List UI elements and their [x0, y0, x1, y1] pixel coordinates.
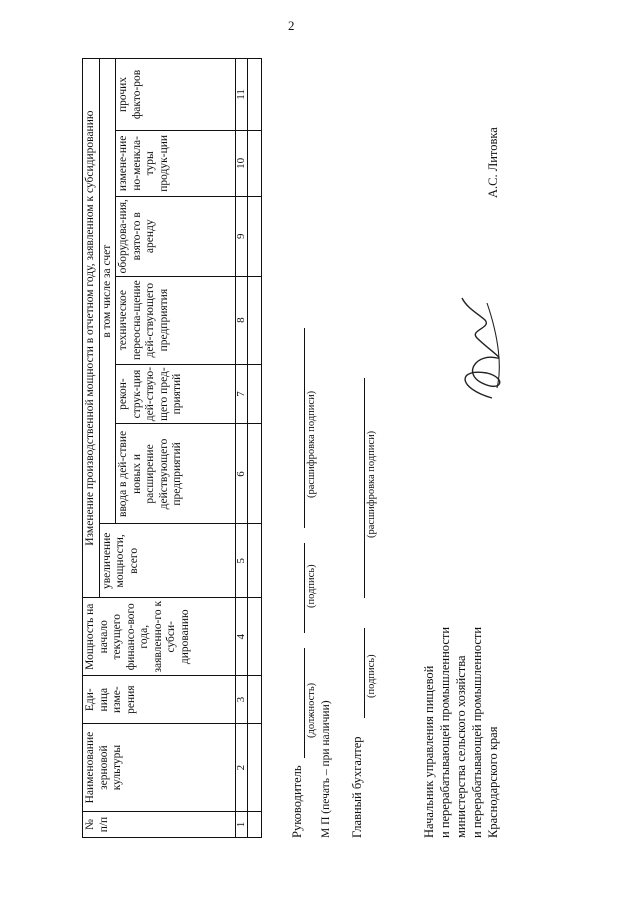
empty-cell	[248, 130, 262, 196]
accountant-decode-caption: (расшифровка подписи)	[366, 430, 377, 538]
empty-cell	[248, 364, 262, 424]
col-number: 5	[236, 524, 248, 598]
col-number: 11	[236, 59, 248, 131]
col-number: 7	[236, 364, 248, 424]
header-col-8: техническое переосна-щение дей-ствующего предприятия	[116, 276, 236, 364]
header-including: в том числе за счет	[99, 59, 116, 524]
empty-cell	[248, 524, 262, 598]
sign-line	[304, 543, 305, 633]
empty-cell	[248, 724, 262, 812]
col-number: 4	[236, 598, 248, 676]
col-number: 8	[236, 276, 248, 364]
footer-line-2: и перерабатывающей промышленности	[438, 626, 452, 838]
header-col-11: прочих факто-ров	[116, 59, 236, 131]
decode-line	[304, 328, 305, 528]
stamp-note: М П (печать – при наличии)	[320, 700, 332, 838]
header-col-10: измене-ние но-менкла-туры продук-ции	[116, 130, 236, 196]
empty-cell	[248, 59, 262, 131]
header-col-7: рекон-струк-ция дей-ствую-щего пред-приятий	[116, 364, 236, 424]
accountant-decode-line	[364, 378, 365, 598]
signatory-name: А.С. Литовка	[486, 127, 500, 198]
header-name: Наименование зерновой культуры	[83, 724, 236, 812]
empty-cell	[248, 276, 262, 364]
empty-cell	[248, 598, 262, 676]
footer-line-1: Начальник управления пищевой	[422, 665, 436, 838]
col-number: 3	[236, 676, 248, 724]
accountant-sign-caption: (подпись)	[366, 654, 377, 698]
page-number: 2	[288, 18, 295, 33]
signature-scribble	[447, 288, 517, 408]
position-caption: (должность)	[306, 682, 317, 738]
accountant-label: Главный бухгалтер	[350, 736, 364, 838]
empty-cell	[248, 812, 262, 838]
capacity-table	[82, 58, 262, 838]
position-line	[304, 648, 305, 758]
col-number: 10	[236, 130, 248, 196]
header-capacity: Мощность на начало текущего финансо-вого года, заявленно-го к субси-дированию	[83, 598, 236, 676]
col-number: 9	[236, 196, 248, 276]
header-unit: Еди-ница изме-рения	[83, 676, 236, 724]
header-change: Изменение производственной мощности в отчетном году, заявленном к субсидированию	[83, 59, 100, 598]
col-number: 1	[236, 812, 248, 838]
header-increase: увеличение мощности, всего	[99, 524, 236, 598]
sign-caption: (подпись)	[306, 564, 317, 608]
col-number: 6	[236, 424, 248, 524]
footer-line-5: Краснодарского края	[486, 726, 500, 838]
header-num: № п/п	[83, 812, 236, 838]
empty-cell	[248, 676, 262, 724]
empty-cell	[248, 424, 262, 524]
rotated-sheet	[82, 58, 522, 838]
empty-cell	[248, 196, 262, 276]
accountant-sign-line	[364, 628, 365, 718]
head-label: Руководитель	[290, 765, 304, 838]
footer-line-3: министерства сельского хозяйства	[454, 655, 468, 838]
col-number: 2	[236, 724, 248, 812]
footer-line-4: и перерабатывающей промышленности	[470, 626, 484, 838]
decode-caption: (расшифровка подписи)	[306, 390, 317, 498]
header-col-9: оборудова-ния, взято-го в аренду	[116, 196, 236, 276]
header-col-6: ввода в дей-ствие новых и расширение действующего предприятий	[116, 424, 236, 524]
